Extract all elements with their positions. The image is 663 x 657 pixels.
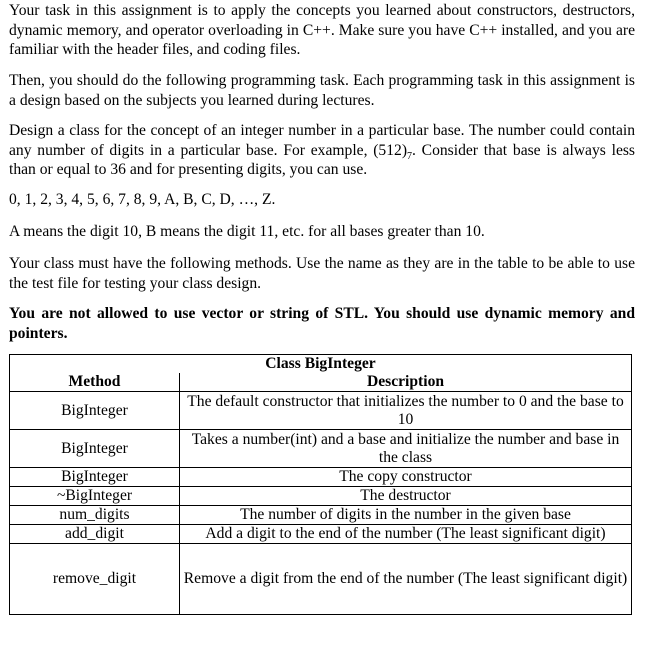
table-row bbox=[10, 430, 632, 468]
table-caption: Class BigInteger bbox=[10, 355, 632, 374]
method-cell: BigInteger bbox=[10, 430, 180, 468]
stl-warning: You are not allowed to use vector or string of STL. You should use dynamic memory and pointers. bbox=[9, 305, 635, 342]
design-paragraph bbox=[9, 121, 635, 180]
method-cell: BigInteger bbox=[10, 468, 180, 487]
description-cell: Takes a number(int) and a base and initialize the number and base in the class bbox=[180, 430, 632, 468]
table-row bbox=[10, 506, 632, 525]
description-cell: The default constructor that initializes the number to 0 and the base to 10 bbox=[180, 392, 632, 430]
base-subscript: 7 bbox=[407, 150, 413, 162]
methods-table bbox=[9, 354, 632, 615]
method-cell: add_digit bbox=[10, 525, 180, 544]
digits-list: 0, 1, 2, 3, 4, 5, 6, 7, 8, 9, A, B, C, D, …, Z. bbox=[9, 191, 276, 208]
table-row bbox=[10, 525, 632, 544]
method-cell: remove_digit bbox=[10, 544, 180, 615]
description-cell: Remove a digit from the end of the number (The least significant digit) bbox=[180, 544, 632, 615]
description-header: Description bbox=[180, 373, 632, 392]
method-cell: num_digits bbox=[10, 506, 180, 525]
method-cell: ~BigInteger bbox=[10, 487, 180, 506]
method-cell: BigInteger bbox=[10, 392, 180, 430]
description-cell: The destructor bbox=[180, 487, 632, 506]
digit-meaning: A means the digit 10, B means the digit 11, etc. for all bases greater than 10. bbox=[9, 223, 485, 240]
intro-paragraph: Your task in this assignment is to apply the concepts you learned about constructors, destructors, dynamic memory, and operator overloading in C++. Make sure you have C++ installed, and you are familiar with the header files, and coding files. bbox=[9, 2, 635, 59]
task-paragraph: Then, you should do the following programming task. Each programming task in this assignment is a design based on the subjects you learned during lectures. bbox=[9, 72, 635, 109]
table-row bbox=[10, 392, 632, 430]
table-row bbox=[10, 487, 632, 506]
methods-intro: Your class must have the following methods. Use the name as they are in the table to be able to use the test file for testing your class design. bbox=[9, 255, 635, 292]
table-row bbox=[10, 544, 632, 615]
description-cell: The copy constructor bbox=[180, 468, 632, 487]
table-row bbox=[10, 468, 632, 487]
description-cell: The number of digits in the number in the given base bbox=[180, 506, 632, 525]
method-header: Method bbox=[10, 373, 180, 392]
description-cell: Add a digit to the end of the number (The least significant digit) bbox=[180, 525, 632, 544]
design-text-b: . Consider that base is always less than or equal to 36 and for presenting digits, you can use. bbox=[9, 141, 635, 179]
design-text-a: Design a class for the concept of an integer number in a particular base. The number could contain any number of digits in a particular base. For example, (512) bbox=[9, 122, 635, 159]
